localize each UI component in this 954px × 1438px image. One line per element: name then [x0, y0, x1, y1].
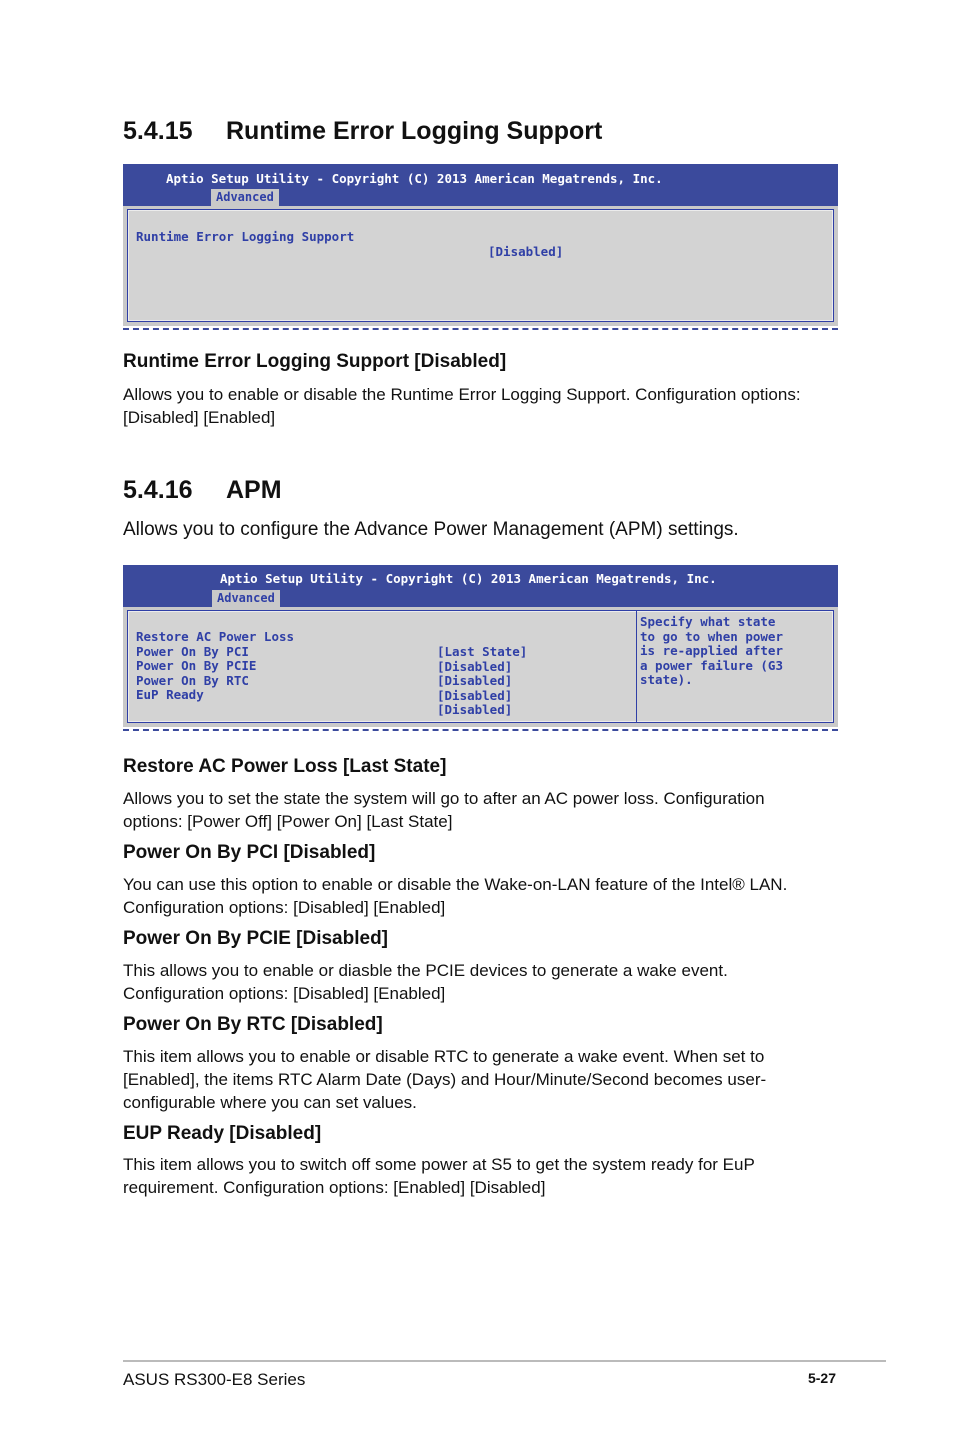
option-title-power-on-pci: Power On By PCI [Disabled] [123, 842, 376, 863]
footer-page-number: 5-27 [807, 1370, 836, 1386]
bios-body [123, 607, 838, 727]
tab-advanced[interactable]: Advanced [212, 590, 280, 607]
bios-item-value[interactable]: [Disabled] [437, 687, 513, 703]
bios-item-label: Power On By RTC [136, 672, 249, 688]
bios-item-value[interactable]: [Disabled] [488, 244, 564, 259]
bios-bottom-dashed-line [123, 328, 838, 330]
bios-main-panel [127, 209, 834, 322]
option-desc-power-on-pcie: This allows you to enable or diasble the PCIE devices to generate a wake event. Configuration options: [Disabled] [Enabled] [123, 961, 728, 1003]
help-line: is re-applied after [640, 643, 783, 658]
section-number: 5.4.15 [123, 117, 193, 145]
option-desc-power-on-pci: You can use this option to enable or disable the Wake-on-LAN feature of the Intel® LAN. Configuration options: [Disabled] [Enabled] [123, 875, 788, 917]
option-title-power-on-rtc: Power On By RTC [Disabled] [123, 1014, 383, 1035]
footer-divider [123, 1360, 886, 1362]
bios-item-label: Power On By PCIE [136, 658, 257, 673]
option-title-power-on-pcie: Power On By PCIE [Disabled] [123, 928, 388, 949]
section-title: Runtime Error Logging Support [226, 117, 603, 145]
bios-screenshot-apm [123, 565, 838, 731]
bios-item-value[interactable]: [Disabled] [437, 673, 513, 688]
section-heading-apm [123, 476, 282, 505]
section-heading-runtime-error [123, 117, 602, 146]
tab-advanced[interactable]: Advanced [211, 189, 279, 206]
bios-header-title: Aptio Setup Utility - Copyright (C) 2013 American Megatrends, Inc. [166, 171, 663, 186]
bios-item-label: Restore AC Power Loss [136, 629, 295, 644]
bios-header [123, 565, 838, 607]
bios-header-title: Aptio Setup Utility - Copyright (C) 2013 American Megatrends, Inc. [220, 571, 717, 586]
bios-body [123, 206, 838, 326]
option-title-runtime-error: Runtime Error Logging Support [Disabled] [123, 351, 507, 372]
bios-item-value[interactable]: [Last State] [437, 644, 528, 659]
help-line: a power failure (G3 [640, 657, 783, 673]
option-title-restore-ac: Restore AC Power Loss [Last State] [123, 756, 447, 777]
bios-screenshot-runtime-error [123, 164, 838, 330]
section-title: APM [226, 476, 282, 504]
option-title-eup-ready: EUP Ready [Disabled] [123, 1123, 322, 1144]
option-desc-power-on-rtc: This item allows you to enable or disable RTC to generate a wake event. When set to [Enabled], the items RTC Alarm Date (Days) and Hour/Minute/Second becomes user-configurable where you can set values. [123, 1047, 767, 1112]
apm-intro: Allows you to configure the Advance Power Management (APM) settings. [123, 519, 739, 540]
footer-product-name: ASUS RS300-E8 Series [123, 1370, 306, 1389]
option-desc-runtime-error: Allows you to enable or disable the Runtime Error Logging Support. Configuration options: [Disabled] [Enabled] [123, 385, 801, 427]
bios-help-panel [636, 611, 833, 722]
bios-item-runtime-error-logging[interactable] [136, 214, 825, 274]
section-number: 5.4.16 [123, 476, 193, 504]
bios-main-panel [127, 610, 834, 723]
bios-item-label: EuP Ready [136, 687, 204, 702]
bios-item-label: Power On By PCI [136, 643, 249, 659]
option-desc-restore-ac: Allows you to set the state the system will go to after an AC power loss. Configuration options: [Power Off] [Power On] [Last State] [123, 789, 765, 831]
option-desc-eup-ready: This item allows you to switch off some power at S5 to get the system ready for EuP requirement. Configuration options: [Enabled] [Disabled] [123, 1155, 755, 1197]
help-line: Specify what state [640, 614, 776, 629]
bios-item-label: Runtime Error Logging Support [136, 229, 355, 244]
bios-header [123, 164, 838, 206]
help-line: to go to when power [640, 628, 783, 644]
bios-item-value[interactable]: [Disabled] [437, 702, 513, 717]
bios-item-value[interactable]: [Disabled] [437, 658, 513, 674]
help-line: state). [640, 672, 693, 687]
